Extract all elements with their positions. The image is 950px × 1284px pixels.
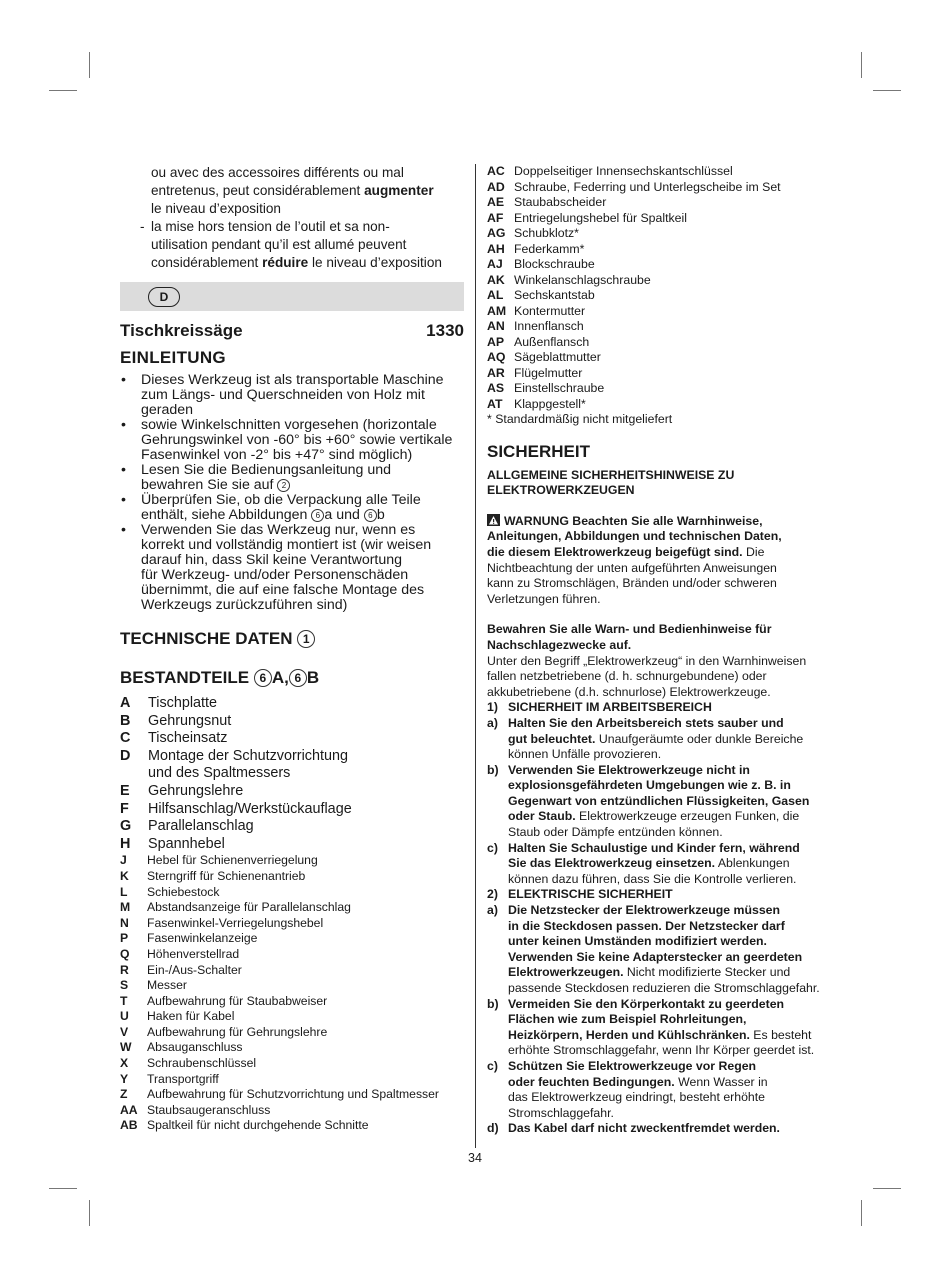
part-label: Kontermutter [514,303,586,318]
list-item [487,164,837,180]
part-key: D [120,747,131,764]
list-item [120,1009,464,1025]
safety-item: b) Verwenden Sie Elektrowerkzeuge nicht in explosionsgefährdeten Umgebungen wie z. B. in Gegenwart von entzündlichen Flüssigkeiten, Gasen oder Staub. Elektrowerkzeuge erzeugen Funken, die Staub oder Dämpfe entzünden können. [487,762,810,840]
list-item [120,818,464,836]
product-title [120,320,464,342]
part-label: Höhenverstellrad [147,946,240,961]
part-label: Schraube, Federring und Unterlegscheibe im Set [514,179,781,194]
part-label: Transportgriff [147,1071,219,1086]
part-key [120,765,148,783]
intro-text: ou avec des accessoires différents ou mal entretenus, peut considérablement augmenter le niveau d’exposition - la mise hors tension de l’outil et sa non- utilisation pendant qu’il est allumé peuvent considérablement réduire le niveau d’exposition [120,164,464,272]
crop-mark [861,52,862,78]
part-key: AF [487,210,504,225]
list-item [487,319,837,335]
safety-item: b) Vermeiden Sie den Körperkontakt zu geerdeten Flächen wie zum Beispiel Rohrleitungen, Heizkörpern, Herden und Kühlschränken. Es besteht erhöhte Stromschlaggefahr, wenn Ihr Körper geerdet ist. [487,996,815,1058]
list-item [487,195,837,211]
part-key: AB [120,1118,138,1133]
part-key: U [120,1009,129,1024]
part-key: F [120,800,129,817]
part-label: Entriegelungshebel für Spaltkeil [514,210,687,225]
dash-item: - la mise hors tension de l’outil et sa non- utilisation pendant qu’il est allumé peuvent considérablement réduire le niveau d’exposition [140,219,442,270]
list-item [120,978,464,994]
list-item [487,242,837,258]
technische-daten-heading: TECHNISCHE DATEN 1 [120,628,464,650]
part-label: Schraubenschlüssel [147,1056,257,1071]
part-key: AC [487,164,505,178]
list-item [487,257,837,273]
part-label: Blockschraube [514,257,595,271]
product-name: Tischkreissäge [120,321,243,340]
safety-subheading: ALLGEMEINE SICHERHEITSHINWEISE ZU ELEKTROWERKZEUGEN [487,467,735,498]
part-key: M [120,900,131,915]
list-item: • Dieses Werkzeug ist als transportable Maschine zum Längs- und Querschneiden von Holz mit geraden [121,372,444,418]
part-label: Gehrungslehre [148,782,244,799]
crop-mark [861,1200,862,1226]
part-key: L [120,884,128,899]
part-key: T [120,993,128,1008]
part-label: Messer [147,978,187,993]
crop-mark [89,1200,90,1226]
part-label: Aufbewahrung für Gehrungslehre [147,1024,328,1039]
part-key: P [120,931,129,946]
part-label: Sechskantstab [514,288,595,302]
part-label: Ein-/Aus-Schalter [147,962,242,977]
part-label: Parallelanschlag [148,818,254,835]
sicherheit-heading: SICHERHEIT [487,441,590,461]
part-key: Q [120,946,130,961]
list-item [487,350,837,366]
part-key: AR [487,365,505,380]
list-item [120,853,464,869]
language-bar [120,282,464,311]
part-label: Innenflansch [514,319,584,333]
list-item: • sowie Winkelschnitten vorgesehen (horizontale Gehrungswinkel von -60° bis +60° sowie vertikale Fasenwinkel von -2° bis +47° sind möglich) [121,417,453,463]
part-key: AJ [487,257,503,271]
part-key: N [120,915,129,930]
part-key: V [120,1024,129,1039]
list-item [120,1040,464,1056]
list-item [120,836,464,854]
part-label: Aufbewahrung für Schutzvorrichtung und Spaltmesser [147,1087,439,1102]
part-label: Außenflansch [514,334,590,349]
list-item [487,211,837,227]
part-label: Staubabscheider [514,195,607,209]
part-label: Spannhebel [148,835,225,852]
list-item [487,335,837,351]
warning-icon [487,514,500,526]
part-label: Tischeinsatz [148,730,228,747]
list-item [487,288,837,304]
part-label: Schubklotz* [514,226,579,240]
part-key: AT [487,396,503,411]
figure-ref-2: 2 [277,479,290,492]
product-model: 1330 [426,321,464,340]
part-label: Fasenwinkelanzeige [147,931,258,946]
safety-item: d) Das Kabel darf nicht zweckentfremdet werden. [487,1121,780,1136]
part-key: AN [487,319,505,333]
part-label: Sägeblattmutter [514,350,601,364]
part-key: C [120,730,131,747]
list-item [120,801,464,819]
warning-paragraph: WARNUNG Beachten Sie alle Warnhinweise, Anleitungen, Abbildungen und technischen Daten, die diesem Elektrowerkzeug beigefügt sind. Die Nichtbeachtung der unten aufgeführten Anweisungen kann zu Stromschlägen, Bränden und/oder schweren Verletzungen führen. [487,513,782,606]
part-key: AE [487,195,505,209]
part-label: Haken für Kabel [147,1009,235,1024]
part-label: Einstellschraube [514,381,605,395]
part-label: Gehrungsnut [148,712,232,729]
part-label: Klappgestell* [514,396,586,411]
part-key: AP [487,334,505,349]
crop-mark [49,90,77,91]
list-item [487,226,837,242]
list-item [120,1025,464,1041]
part-label: Schiebestock [147,884,220,899]
safety-item: a) Halten Sie den Arbeitsbereich stets sauber und gut beleuchtet. Unaufgeräumte oder dunkle Bereiche können Unfälle provozieren. [487,715,804,762]
list-item [120,900,464,916]
crop-mark [49,1188,77,1189]
part-key: K [120,868,129,883]
part-key: J [120,853,127,868]
part-key: AK [487,272,505,287]
list-item [487,366,837,382]
part-key: E [120,782,130,799]
part-label: und des Spaltmessers [148,765,291,782]
list-item [120,783,464,801]
part-key: A [120,695,131,711]
part-key: R [120,962,129,977]
list-item [120,931,464,947]
list-item: • Verwenden Sie das Werkzeug nur, wenn es korrekt und vollständig montiert ist (wir weisen darauf hin, dass Skil keine Verantwortung für Werkzeug- und/oder Personenschäden übernimmt, die auf eine falsche Montage des Werkzeugs zurückzuführen sind) [121,522,432,613]
left-column [120,164,464,1134]
part-key: AH [487,241,505,256]
parts-list-large [120,695,464,853]
list-item [120,1118,464,1134]
list-item [487,180,837,196]
list-item [487,381,837,397]
safety-item: c) Halten Sie Schaulustige und Kinder fern, während Sie das Elektrowerkzeug einsetzen. Ablenkungen können dazu führen, dass Sie die Kontrolle verlieren. [487,840,800,886]
part-label: Winkelanschlagschraube [514,272,651,287]
list-item [120,1056,464,1072]
part-key: AS [487,381,505,395]
language-badge: D [148,287,180,307]
footnote: * Standardmäßig nicht mitgeliefert [487,412,673,426]
crop-mark [873,90,901,91]
safety-item: a) Die Netzstecker der Elektrowerkzeuge müssen in die Steckdosen passen. Der Netzstecker darf unter keinen Umständen modifiziert werden. Verwenden Sie keine Adapterstecker an geerdeten Elektrowerkzeugen. Nicht modifizierte Stecker und passende Steckdosen reduzieren die Stromschlaggefahr. [487,903,820,995]
part-label: Fasenwinkel-Verriegelungshebel [147,915,324,930]
part-label: Tischplatte [148,695,218,711]
part-label: Montage der Schutzvorrichtung [148,747,348,764]
crop-mark [873,1188,901,1189]
list-item [120,765,464,783]
part-key: AQ [487,350,506,364]
list-item [120,1072,464,1088]
part-label: Absauganschluss [147,1040,243,1055]
figure-ref-6: 6 [364,509,377,522]
part-key: AM [487,303,507,318]
part-key: AG [487,226,506,240]
part-label: Doppelseitiger Innensechskantschlüssel [514,164,733,178]
part-key: Z [120,1087,128,1102]
bestandteile-heading: BESTANDTEILE 6 A, 6 B [120,668,320,687]
list-item [120,695,464,713]
part-key: G [120,818,132,835]
page-number: 34 [468,1151,482,1165]
part-label: Sterngriff für Schienenantrieb [147,868,306,883]
part-key: H [120,835,131,852]
part-label: Hilfsanschlag/Werkstückauflage [148,800,352,817]
part-key: X [120,1056,129,1071]
part-label: Spaltkeil für nicht durchgehende Schnitte [147,1118,369,1133]
part-label: Federkamm* [514,241,585,256]
column-divider [475,164,476,1148]
section-2-heading: 2) ELEKTRISCHE SICHERHEIT [487,887,673,902]
crop-mark [89,52,90,78]
part-label: Staubsaugeranschluss [147,1102,271,1117]
section-1-heading: 1) SICHERHEIT IM ARBEITSBEREICH [487,700,712,715]
list-item [120,963,464,979]
list-item [120,994,464,1010]
list-item [120,713,464,731]
list-item [120,1087,464,1103]
list-item: • Lesen Sie die Bedienungsanleitung und bewahren Sie sie auf 2 [121,462,392,493]
keep-instructions-paragraph: Bewahren Sie alle Warn- und Bedienhinweise für Nachschlagezwecke auf. Unter den Begriff „Elektrowerkzeug“ in den Warnhinweisen fallen netzbetriebene (d. h. schnurgebundene) oder akkubetriebene (d.h. schnurlose) Elektrowerkzeuge. [487,622,807,699]
part-key: W [120,1040,132,1055]
einleitung-heading: EINLEITUNG [120,348,226,367]
list-item [487,304,837,320]
list-item [487,397,837,413]
part-label: Abstandsanzeige für Parallelanschlag [147,900,351,915]
part-key: AD [487,179,505,194]
parts-list-small [120,853,464,1134]
list-item [120,869,464,885]
part-key: B [120,712,131,729]
einleitung-list [120,373,464,613]
figure-ref-1: 1 [297,630,315,648]
part-key: AA [120,1102,138,1117]
part-key: AL [487,288,504,302]
part-key: Y [120,1071,129,1086]
part-label: Aufbewahrung für Staubabweiser [147,993,328,1008]
part-label: Flügelmutter [514,365,583,380]
list-item [120,947,464,963]
list-item [120,730,464,748]
list-item [120,748,464,766]
parts-list-right [487,164,837,412]
list-item [120,916,464,932]
safety-item: c) Schützen Sie Elektrowerkzeuge vor Regen oder feuchten Bedingungen. Wenn Wasser in das Elektrowerkzeug eindringt, besteht erhöhte Stromschlaggefahr. [487,1058,768,1120]
right-column [487,164,837,1137]
list-item [487,273,837,289]
part-label: Hebel für Schienenverriegelung [147,853,318,868]
list-item [120,885,464,901]
list-item: • Überprüfen Sie, ob die Verpackung alle Teile enthält, siehe Abbildungen 6 a und 6 b [121,492,421,523]
figure-ref-6: 6 [311,509,324,522]
list-item [120,1103,464,1119]
part-key: S [120,978,129,993]
